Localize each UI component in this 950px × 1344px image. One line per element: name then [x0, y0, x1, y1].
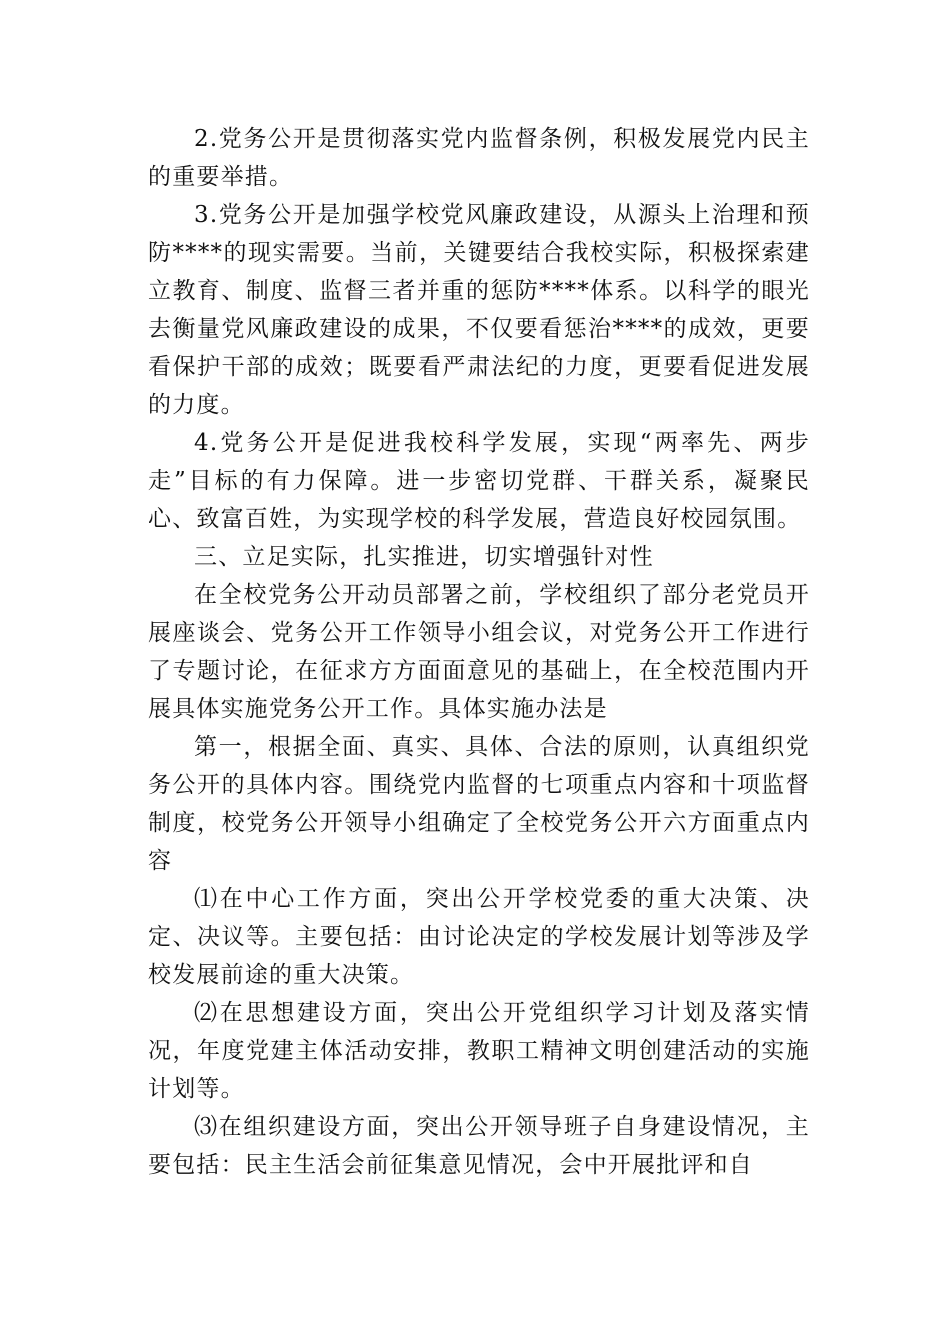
paragraph-first: 第一，根据全面、真实、具体、合法的原则，认真组织党务公开的具体内容。围绕党内监督的七项重点内容和十项监督制度，校党务公开领导小组确定了全校党务公开六方面重点内容 — [148, 734, 810, 874]
document-page — [148, 120, 810, 1184]
paragraph-item-2: 2.党务公开是贯彻落实党内监督条例，积极发展党内民主的重要举措。 — [148, 126, 810, 190]
paragraph-sub-3: ⑶在组织建设方面，突出公开领导班子自身建设情况，主要包括：民主生活会前征集意见情况，会中开展批评和自 — [148, 1114, 810, 1178]
paragraph-item-3: 3.党务公开是加强学校党风廉政建设，从源头上治理和预防****的现实需要。当前，关键要结合我校实际，积极探索建立教育、制度、监督三者并重的惩防****体系。以科学的眼光去衡量党风廉政建设的成果，不仅要看惩治****的成效，更要看保护干部的成效；既要看严肃法纪的力度，更要看促进发展的力度。 — [148, 202, 810, 418]
paragraph-sub-1: ⑴在中心工作方面，突出公开学校党委的重大决策、决定、决议等。主要包括：由讨论决定的学校发展计划等涉及学校发展前途的重大决策。 — [148, 886, 810, 988]
section-heading: 三、立足实际，扎实推进，切实增强针对性 — [194, 544, 654, 570]
paragraph-item-4: 4.党务公开是促进我校科学发展，实现“两率先、两步走”目标的有力保障。进一步密切党群、干群关系，凝聚民心、致富百姓，为实现学校的科学发展，营造良好校园氛围。 — [148, 430, 810, 532]
paragraph-intro: 在全校党务公开动员部署之前，学校组织了部分老党员开展座谈会、党务公开工作领导小组会议，对党务公开工作进行了专题讨论，在征求方方面面意见的基础上，在全校范围内开展具体实施党务公开工作。具体实施办法是 — [148, 582, 810, 722]
paragraph-sub-2: ⑵在思想建设方面，突出公开党组织学习计划及落实情况，年度党建主体活动安排，教职工精神文明创建活动的实施计划等。 — [148, 1000, 810, 1102]
